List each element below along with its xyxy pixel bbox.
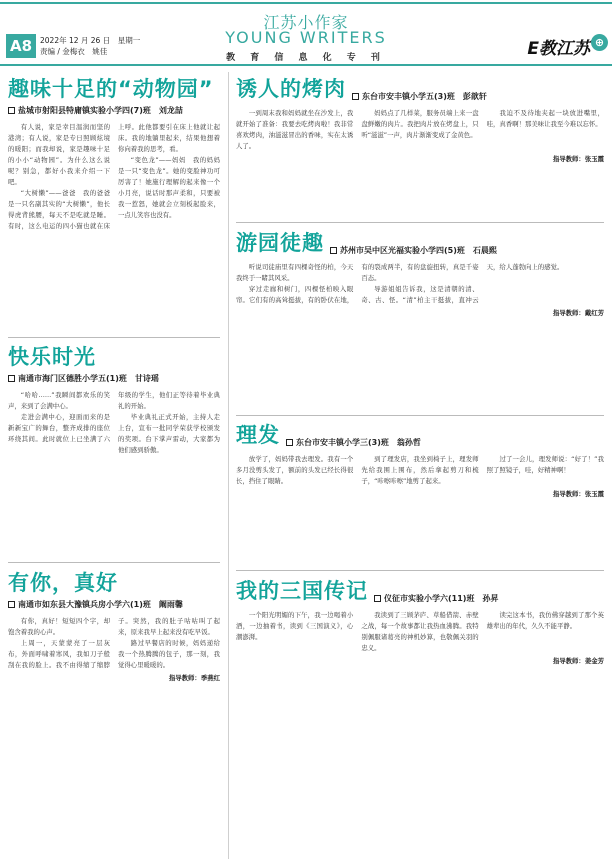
issue-date: 2022年 12 月 26 日 星期一 bbox=[40, 36, 141, 45]
article-byline: 苏州市吴中区光福实验小学四(5)班 石晨熙 bbox=[330, 245, 497, 256]
article-haircut bbox=[236, 422, 604, 566]
page-number: A8 bbox=[6, 34, 36, 58]
paragraph: 有人说，家是幸目温润而坚的港湾；有人说，家是专日照顾炫境的暖阳；而我却说，家是趣味十足的小小“动物园”。为什么这么说呢？别急，都好小我来介绍一下吧。 bbox=[8, 123, 110, 186]
article-body bbox=[8, 390, 220, 456]
article-body bbox=[8, 616, 220, 671]
article-body bbox=[8, 122, 220, 232]
section-divider bbox=[236, 570, 604, 571]
article-garden-tour bbox=[236, 230, 604, 410]
square-icon bbox=[8, 375, 15, 382]
paragraph: 读完这本书，我仿佛穿越到了那个英雄辈出的年代，久久不能平静。 bbox=[486, 611, 604, 630]
section-divider bbox=[236, 415, 604, 416]
square-icon bbox=[352, 93, 359, 100]
paragraph: 穿过走廊和树门，四棵怪柏映入眼帘。它们有的高耸挺拔，有的卧伏在地，有的裂成两半，有的盘旋扭转，真是千姿百态。 bbox=[236, 263, 479, 304]
article-title: 快乐时光 bbox=[8, 345, 96, 369]
article-three-kingdoms bbox=[236, 578, 604, 860]
article-byline: 南通市如东县大豫镇兵房小学六(1)班 阚雨馨 bbox=[8, 599, 220, 610]
section-divider bbox=[8, 562, 220, 563]
article-body bbox=[236, 108, 604, 152]
article-byline: 南通市海门区德胜小学五(1)班 甘诗瑶 bbox=[8, 373, 220, 384]
paragraph: “大树懒”——爸爸 我的爸爸是一只名副其实的“大树懒”，他长得虎背熊腰，每天不是吃就是睡。有时，这么电运的四小猫也就在床上呼。此他都要引在床上他就让起床。我的地躺里起来，结果他想着你向着我的思考，看。 bbox=[8, 123, 220, 230]
article-byline: 盐城市射阳县特庸镇实验小学四(7)班 刘龙喆 bbox=[8, 105, 220, 116]
article-byline: 东台市安丰镇小学五(3)班 彭歆轩 bbox=[352, 91, 487, 102]
teacher-credit: 指导教师：姜金芳 bbox=[552, 657, 604, 665]
article-happy-time bbox=[8, 344, 220, 556]
teacher-credit: 指导教师：张玉霞 bbox=[552, 155, 604, 163]
article-byline: 仪征市实验小学六(11)班 孙昇 bbox=[374, 593, 498, 604]
brand-logo: E教江苏 bbox=[527, 39, 590, 59]
paragraph: 过了一会儿，理发师说：“好了！”我照了照镜子，哇，好精神啊！ bbox=[486, 455, 604, 474]
article-title: 我的三国传记 bbox=[236, 579, 368, 603]
paragraph: 走进会满中心，迎面而来的是新新宝广的舞台，整齐成排的座位环绕其间。此时就位上已坐满了六年级的学生，他们正等待着毕业典礼的开始。 bbox=[8, 391, 220, 443]
paragraph: 放学了，妈妈带我去理发。我有一个多月没剪头发了，额前的头发已经长得很长，挡住了眼睛。 bbox=[236, 455, 354, 485]
paragraph: 上周一，天蒙蒙亮了一层灰布，外面呼啸着寒风，我如刀子般刮在我的脸上。我不由得缩了缩脖子。突然，我的肚子咕咕叫了起来，原来我早上起来没有吃早饭。 bbox=[8, 617, 220, 669]
paragraph: 有你，真好！短短四个字，却饱含着我的心声。 bbox=[8, 617, 110, 636]
square-icon bbox=[8, 107, 15, 114]
header-bottom-rule bbox=[0, 64, 612, 66]
article-title: 理发 bbox=[236, 423, 280, 447]
article-animal-zoo bbox=[8, 76, 220, 332]
article-good-to-have-you bbox=[8, 570, 220, 860]
paragraph: 我迫不及待地夹起一块放进嘴里，哇，真香啊！那美味让我至今难以忘怀。 bbox=[486, 109, 604, 128]
teacher-credit: 指导教师：戴红芳 bbox=[552, 309, 604, 317]
logo-mark-icon: ⊕ bbox=[591, 34, 608, 51]
paragraph: 导游姐姐告诉我，这是清朝的清、奇、古、怪。“清”柏主干挺拔，直冲云天，给人蓬勃向上的感觉。 bbox=[361, 263, 564, 304]
square-icon bbox=[330, 247, 337, 254]
article-body bbox=[236, 610, 604, 654]
masthead-subtitle: 教 育 信 息 化 专 刊 bbox=[226, 53, 386, 63]
section-divider bbox=[236, 222, 604, 223]
teacher-credit: 指导教师：张玉霞 bbox=[552, 490, 604, 498]
square-icon bbox=[286, 439, 293, 446]
paragraph: 一个阳光明媚的下午，我一边喝着小酒，一边抽着书，读到《三国演义》，心潮澎湃。 bbox=[236, 611, 354, 641]
section-divider bbox=[8, 337, 220, 338]
paragraph: 路过早餐店的时候，妈妈递给我一个热腾腾的包子，那一刻，我觉得心里暖暖的。 bbox=[118, 639, 220, 669]
square-icon bbox=[8, 601, 15, 608]
article-title: 趣味十足的“动物园” bbox=[8, 77, 214, 101]
article-body bbox=[236, 454, 604, 487]
paragraph: “变色龙”——妈妈 我的妈妈是一只“变色龙”。她的变脸神功可厉害了！她施行理解的起来像一个小月亮，说话时那声柔和，只要被我一惹怒，她就会立刻板起脸来，一点儿笑容也没有。 bbox=[118, 156, 220, 219]
article-title: 诱人的烤肉 bbox=[236, 77, 346, 101]
paragraph: 听说司徒庙里有四棵奇怪的柏，今天我终于一睹其风采。 bbox=[236, 263, 354, 282]
paragraph: 到了理发店，我坐到椅子上，理发师先给我围上围布，然后拿起剪刀和梳子，“咔嚓咔嚓”地剪了起来。 bbox=[361, 455, 479, 485]
editor-credit: 责编 / 金梅衣 姚佳 bbox=[40, 47, 108, 56]
page-header bbox=[0, 0, 612, 66]
article-tempting-barbecue bbox=[236, 76, 604, 218]
article-byline: 东台市安丰镇小学三(3)班 翁孙哲 bbox=[286, 437, 421, 448]
masthead-title-en: YOUNG WRITERS bbox=[225, 28, 387, 47]
column-divider bbox=[228, 72, 229, 859]
paragraph: 妈妈点了几样菜，服务员端上来一盘盘鲜嫩的肉片。我把肉片放在烤盘上，只听“滋滋”一声，肉片渐渐变成了金黄色。 bbox=[361, 109, 479, 139]
article-title: 游园徒趣 bbox=[236, 231, 324, 255]
paragraph: 一到周末我和妈妈就坐在沙发上，我就开始了准备：我要去吃烤肉啦！我非常喜欢烤肉，油滋滋冒出的香味，实在太诱人了。 bbox=[236, 109, 354, 150]
square-icon bbox=[374, 595, 381, 602]
paragraph: “哈哈……”我瞬间都欢乐的笑声，来到了会满中心。 bbox=[8, 391, 110, 410]
paragraph: 毕业典礼正式开始，主持人走上台，宣布一批同学荣获学校颁发的奖项。台下掌声雷动，大家都为他们感到骄傲。 bbox=[118, 413, 220, 454]
article-title: 有你，真好 bbox=[8, 571, 118, 595]
article-body bbox=[236, 262, 604, 306]
masthead-title-cn: 江苏小作家 bbox=[263, 13, 349, 32]
header-top-rule bbox=[0, 2, 612, 4]
teacher-credit: 指导教师：季燕红 bbox=[168, 674, 220, 682]
paragraph: 我读到了三顾茅庐、草船借箭、赤壁之战，每一个故事都让我热血沸腾。我特别佩服诸葛亮的神机妙算，也敬佩关羽的忠义。 bbox=[361, 611, 479, 652]
